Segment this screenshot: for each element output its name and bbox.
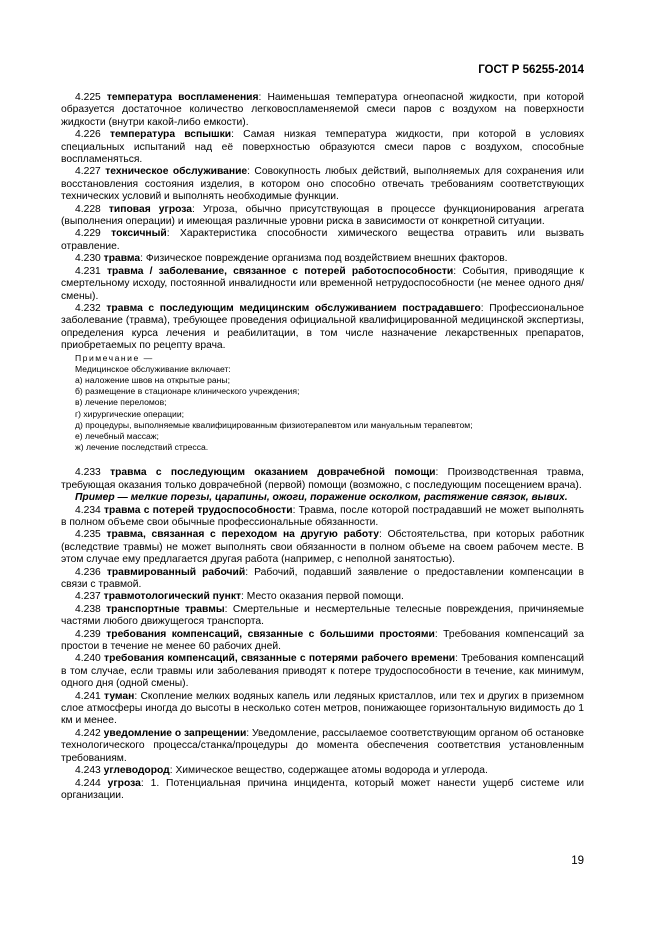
entry-term: токсичный — [111, 228, 167, 240]
document-code: ГОСТ Р 56255-2014 — [478, 64, 584, 76]
definition-entry — [61, 228, 584, 253]
entry-number: 4.233 — [75, 467, 101, 479]
entry-separator: : — [435, 467, 448, 479]
entry-separator: : — [453, 265, 463, 277]
definition-entry — [61, 653, 584, 690]
entry-separator: : — [241, 591, 247, 603]
definition-entry — [61, 92, 584, 129]
definition-entry — [61, 691, 584, 728]
entry-text: Совокупность любых действий, выполняемых для сохранения или восстановления состояния изделия, в котором оно способно отвечать требованиям соответствующих технических условий и выполнять необходимые функции. — [61, 166, 584, 203]
entry-text: Обстоятельства, при которых работник (вследствие травмы) не может выполнять свои обязанности в полном объеме на своем рабочем месте. В этом случае ему предлагается другая работа (например, с неполной занятостью). — [61, 529, 584, 566]
entry-term: требования компенсаций, связанные с потерями рабочего времени — [104, 653, 456, 665]
entry-number: 4.238 — [75, 603, 101, 615]
definition-entry — [61, 604, 584, 629]
note-item: ж) лечение последствий стресса. — [75, 442, 209, 453]
entry-number: 4.242 — [75, 727, 101, 739]
entry-number: 4.239 — [75, 628, 101, 640]
entry-term: травмотологический пункт — [103, 591, 242, 603]
entry-separator: : — [224, 603, 233, 615]
entry-term: травмированный рабочий — [106, 566, 246, 578]
definition-entry — [61, 778, 584, 803]
entry-text: Рабочий, подавший заявление о предоставлении компенсации в связи с травмой. — [61, 566, 584, 591]
entry-number: 4.244 — [75, 777, 101, 789]
entry-text: Угроза, обычно присутствующая в процессе функционирования агрегата (выполнения операции) и имеющая различные уровни риска в зависимости от конкретной ситуации. — [61, 203, 584, 228]
entry-term: углеводород — [103, 765, 170, 777]
definition-entry — [61, 303, 584, 353]
note-item: г) хирургические операции; — [75, 408, 185, 419]
entry-term: травма — [103, 253, 141, 265]
note-item: е) лечебный массаж; — [75, 430, 159, 441]
entry-number: 4.230 — [75, 253, 101, 265]
entry-number: 4.229 — [75, 228, 101, 240]
entry-separator: : — [292, 504, 299, 516]
entry-term: температура воспламенения — [106, 92, 259, 103]
note-intro: Медицинское обслуживание включает: — [75, 363, 231, 374]
entry-separator: : — [245, 566, 255, 578]
entry-separator: : — [166, 228, 181, 240]
entry-number: 4.240 — [75, 653, 101, 665]
definition-entry — [61, 253, 584, 265]
entry-text: Химическое вещество, содержащее атомы водорода и углерода. — [175, 765, 488, 777]
entry-separator: : — [140, 777, 151, 789]
definition-entry — [61, 591, 584, 603]
entry-term: техническое обслуживание — [105, 166, 248, 178]
entry-text: Профессиональное заболевание (травма), требующее проведения официальной квалифицированной медицинской экспертизы, определения курса лечения и реабилитации, в том числе назначение лекарственных препаратов, приобретаемых по рецепту врача. — [61, 302, 584, 352]
definition-entry — [61, 129, 584, 166]
entry-number: 4.243 — [75, 765, 101, 777]
entry-text: Производственная травма, требующая оказания только доврачебной (первой) помощи (возможно, с последующим посещением врача). — [61, 467, 584, 491]
entry-term: уведомление о запрещении — [103, 727, 247, 739]
entry-text: Требования компенсаций за простои в течение не менее 60 рабочих дней. — [61, 628, 584, 653]
entry-number: 4.225 — [75, 92, 101, 103]
entry-number: 4.237 — [75, 591, 101, 603]
entry-separator: : — [480, 302, 490, 314]
entry-text: Травма, после которой пострадавший не может выполнять в полном объеме свои обычные профессиональные обязанности. — [61, 504, 584, 528]
definition-entry — [61, 728, 584, 765]
entry-number: 4.227 — [75, 166, 101, 178]
entry-term: требования компенсаций, связанные с большими простоями — [106, 628, 435, 640]
example-text: Пример — мелкие порезы, царапины, ожоги, поражение осколком, растяжение связок, вывих. — [75, 492, 568, 504]
entry-separator: : — [246, 727, 253, 739]
entry-number: 4.232 — [75, 302, 101, 314]
spacer — [61, 453, 584, 467]
note-item: д) процедуры, выполняемые квалифицированным физиотерапевтом или мануальным терапевтом; — [75, 419, 473, 430]
page-number: 19 — [571, 855, 584, 867]
entry-text: События, приводящие к смертельному исходу, постоянной инвалидности или временной нетрудоспособности (не менее одного дня/смены). — [61, 265, 584, 302]
entry-term: транспортные травмы — [106, 603, 225, 615]
entry-number: 4.241 — [75, 690, 101, 702]
definition-entry — [61, 629, 584, 654]
entry-term: травма с потерей трудоспособности — [104, 504, 293, 516]
entry-separator: : — [378, 529, 388, 541]
entry-separator: : — [134, 690, 141, 702]
entry-number: 4.236 — [75, 566, 101, 578]
definition-entry — [61, 266, 584, 303]
entry-separator: : — [169, 765, 176, 777]
entry-term: травма с последующим медицинским обслуживанием пострадавшего — [106, 302, 481, 314]
entry-separator: : — [455, 653, 462, 665]
definition-entry — [61, 204, 584, 229]
note-item: в) лечение переломов; — [75, 397, 167, 408]
entry-term: травма с последующим оказанием доврачебной помощи — [110, 467, 436, 479]
entry-number: 4.235 — [75, 529, 101, 541]
entry-term: травма / заболевание, связанное с потерей работоспособности — [106, 265, 454, 277]
entry-term: травма, связанная с переходом на другую работу — [106, 529, 379, 541]
definition-entry — [61, 567, 584, 592]
entry-text: Скопление мелких водяных капель или ледяных кристаллов, или тех и других в приземном слое атмосферы иногда до высоты в несколько сотен метров, понижающее горизонтальную видимость до 1 км и менее. — [61, 690, 584, 727]
note-item: б) размещение в стационаре клинического учреждения; — [75, 386, 300, 397]
definition-entry — [61, 467, 584, 492]
entry-text: 1. Потенциальная причина инцидента, который может нанести ущерб системе или организации. — [61, 777, 584, 801]
entry-text: Физическое повреждение организма под воздействием внешних факторов. — [145, 253, 508, 265]
entry-term: типовая угроза — [108, 203, 192, 215]
definition-entry — [61, 505, 584, 530]
entry-term: температура вспышки — [109, 129, 232, 141]
entry-number: 4.226 — [75, 129, 101, 141]
entry-separator: : — [140, 253, 146, 265]
entry-separator: : — [247, 166, 255, 178]
entry-text: Наименьшая температура огнеопасной жидкости, при которой образуется достаточное количество легковоспламеняемой смеси паров с воздухом на поверхности жидкости (внутри какой-либо емкости). — [61, 92, 585, 128]
entry-separator: : — [258, 92, 268, 103]
definition-entry — [61, 166, 584, 203]
note-item: а) наложение швов на открытые раны; — [75, 374, 230, 385]
entry-number: 4.228 — [75, 203, 101, 215]
entry-separator: : — [231, 129, 244, 141]
definition-entry — [61, 529, 584, 566]
entry-text: Уведомление, рассылаемое соответствующим органом об остановке технологического процесса/станка/процедуры до момента обеспечения соответствия установленным требованиям. — [61, 727, 584, 764]
entry-separator: : — [191, 203, 203, 215]
document-body — [61, 92, 584, 802]
entry-text: Характеристика способности химического вещества отравить или вызвать отравление. — [61, 228, 584, 252]
entry-separator: : — [434, 628, 444, 640]
note-heading: Примечание — — [75, 352, 154, 363]
entry-number: 4.231 — [75, 265, 101, 277]
entry-number: 4.234 — [75, 504, 101, 516]
note-block — [61, 353, 584, 454]
entry-text: Смертельные и несмертельные телесные повреждения, причиняемые частями любого движущегося транспорта. — [61, 603, 584, 628]
entry-text: Требования компенсаций в том случае, если травмы или заболевания приводят к потере трудоспособности в течение, как минимум, одного дня (одной смены). — [61, 653, 584, 690]
entry-term: угроза — [107, 777, 141, 789]
entry-term: туман — [104, 690, 135, 702]
entry-text: Самая низкая температура жидкости, при которой в условиях специальных испытаний над её поверхностью образуются смеси паров с воздухом, способные воспламеняться. — [61, 129, 584, 166]
entry-text: Место оказания первой помощи. — [246, 591, 404, 603]
definition-entry — [61, 765, 584, 777]
